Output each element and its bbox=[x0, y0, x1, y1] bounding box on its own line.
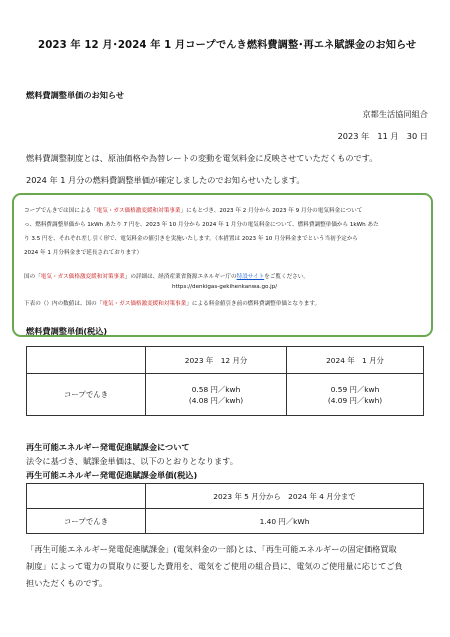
table-row bbox=[27, 374, 424, 416]
table-header-cell: 2023 年 5 月分から 2024 年 4 月分まで bbox=[146, 484, 424, 509]
organization-name: 京都生活協同組合 bbox=[362, 109, 428, 119]
fuel-section-heading: 燃料費調整単価のお知らせ bbox=[26, 90, 125, 100]
table-header-cell bbox=[27, 484, 146, 509]
table-header-cell: 2024 年 1 月分 bbox=[287, 347, 424, 374]
table-header-row bbox=[27, 484, 424, 509]
table-header-cell: 2023 年 12 月分 bbox=[146, 347, 287, 374]
table-header-cell bbox=[27, 347, 146, 374]
fuel-intro-text: 燃料費調整制度とは、原油価格や為替レートの変動を電気料金に反映させていただくものです。 bbox=[26, 153, 378, 163]
renew-explanation: 「再生可能エネルギー発電促進賦課金」(電気料金の一部)とは、「再生可能エネルギーの固定価格買取 制度」によって電力の買取りに要した費用を、電気をご使用の組合員に、電気のご使用量に応じてご負 担いただくものです。 bbox=[26, 544, 403, 588]
program-name: 電気・ガス価格激変緩和対策事業 bbox=[40, 274, 125, 280]
issue-date: 2023 年 11 月 30 日 bbox=[337, 131, 428, 141]
notice-box bbox=[12, 193, 433, 337]
special-site-link[interactable]: 特設サイト bbox=[236, 274, 265, 280]
program-name: 電気・ガス価格激変緩和対策事業 bbox=[96, 208, 181, 214]
fuel-confirmed-text: 2024 年 1 月分の燃料費調整単価が確定しましたのでお知らせいたします。 bbox=[26, 175, 305, 185]
renew-heading: 再生可能エネルギー発電促進賦課金について bbox=[26, 442, 190, 452]
notice-line-2: っ、燃料費調整単価から 1kWh あたり 7 円を、2023 年 10 月分から 2024 年 1 月分の電気料金について、燃料費調整単価から 1kWh あた bbox=[24, 222, 379, 228]
renew-table-heading: 再生可能エネルギー発電促進賦課金単価(税込) bbox=[26, 470, 198, 480]
row-label: コープでんき bbox=[27, 509, 146, 534]
renew-subtext: 法令に基づき、賦課金単価は、以下のとおりとなります。 bbox=[26, 456, 238, 466]
page-title: 2023 年 12 月･2024 年 1 月コープでんき燃料費調整･再エネ賦課金のお知らせ bbox=[38, 40, 417, 51]
notice-line-1: コープでんきでは国による「電気・ガス価格激変緩和対策事業」にもとづき、2023 年 2 月分から 2023 年 9 月分の電気料金について bbox=[24, 208, 363, 214]
notice-line-4: 2024 年 1 月分料金まで延長されております） bbox=[24, 250, 143, 256]
notice-line-5: 国の「電気・ガス価格激変緩和対策事業」の詳細は、経済産業省資源エネルギー庁の特設サイトをご覧ください。 bbox=[24, 274, 309, 280]
notice-line-3: り 3.5 円を、それぞれ差し引く形で、電気料金の値引きを実施いたします。（本措置は 2023 年 10 月分料金までという当初予定から bbox=[24, 236, 359, 242]
program-name: 電気・ガス価格激変緩和対策事業 bbox=[102, 301, 187, 307]
fuel-table-heading: 燃料費調整単価(税込) bbox=[26, 326, 108, 336]
renewable-levy-table bbox=[26, 483, 424, 534]
program-url[interactable]: https://denkigas-gekihenkanwa.go.jp/ bbox=[172, 284, 278, 290]
row-label: コープでんき bbox=[27, 374, 146, 416]
table-row bbox=[27, 509, 424, 534]
notice-line-7: 下表の（）内の数値は、国の「電気・ガス価格激変緩和対策事業」による料金値引き前の燃料費調整単価となります。 bbox=[24, 301, 321, 307]
fuel-adjustment-table bbox=[26, 346, 424, 416]
table-cell: 1.40 円／kWh bbox=[146, 509, 424, 534]
table-header-row bbox=[27, 347, 424, 374]
table-cell: 0.59 円／kwh (4.09 円／kwh) bbox=[287, 374, 424, 416]
table-cell: 0.58 円／kwh (4.08 円／kwh) bbox=[146, 374, 287, 416]
